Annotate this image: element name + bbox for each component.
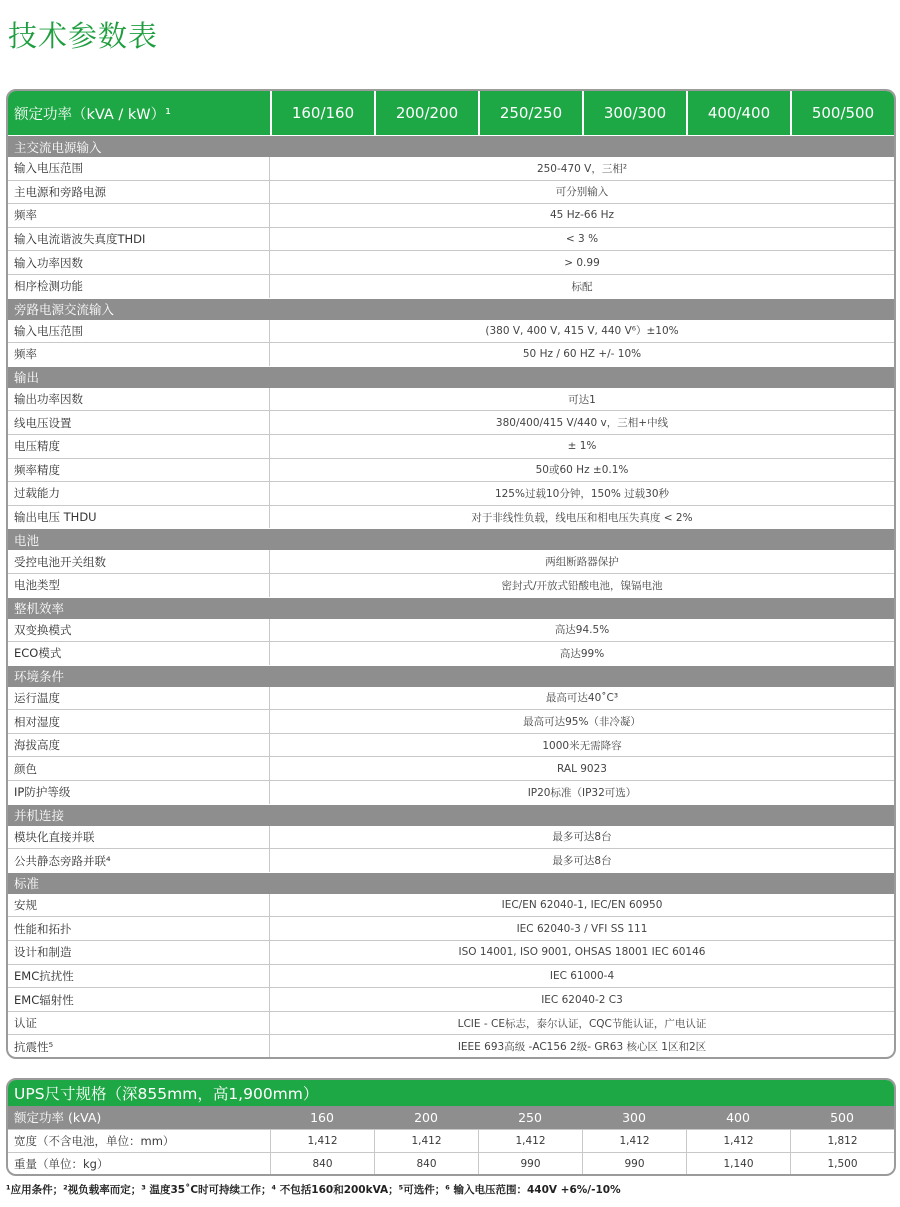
spec-value: LCIE - CE标志，泰尔认证，CQC节能认证，广电认证 [457,1017,707,1030]
section-header: 电池 [8,528,894,550]
spec-value: 标配 [571,280,593,293]
dimensions-body [8,1106,894,1176]
spec-row [8,459,894,483]
spec-row [8,1035,894,1058]
spec-row [8,965,894,989]
dimensions-cell: 160 [310,1109,334,1125]
spec-value: RAL 9023 [557,762,607,775]
dimensions-label: 宽度（不含电池，单位：mm） [14,1133,175,1148]
section-header: 并机连接 [8,804,894,826]
dimensions-cell: 1,412 [270,1130,374,1153]
dimensions-cell: 840 [270,1153,374,1176]
spec-label: EMC辐射性 [8,988,270,1011]
spec-value: 380/400/415 V/440 v，三相+中线 [495,417,669,430]
column-500: 500/500 [790,91,894,135]
spec-label: 颜色 [8,757,270,780]
section-header: 整机效率 [8,597,894,619]
dimensions-label: 重量（单位：kg） [14,1157,109,1172]
spec-value: 125%过载10分钟，150% 过载30秒 [494,487,670,500]
spec-value: ISO 14001, ISO 9001, OHSAS 18001 IEC 60146 [458,946,706,959]
dimensions-table [6,1078,896,1176]
spec-label: 抗震性⁵ [8,1035,270,1058]
spec-row [8,619,894,643]
dimensions-cell: 1,412 [686,1130,790,1153]
spec-label: 主电源和旁路电源 [8,181,270,204]
spec-label: 电池类型 [8,574,270,597]
spec-row [8,228,894,252]
spec-row [8,343,894,366]
spec-label: 安规 [8,894,270,917]
column-300: 300/300 [582,91,686,135]
spec-label: 过载能力 [8,482,270,505]
spec-row [8,917,894,941]
spec-label: EMC抗扰性 [8,965,270,988]
column-250: 250/250 [478,91,582,135]
spec-row [8,506,894,529]
spec-value: 可分别输入 [555,186,609,199]
spec-value: (380 V, 400 V, 415 V, 440 V⁶）±10% [485,325,679,338]
spec-row [8,781,894,804]
column-160: 160/160 [270,91,374,135]
spec-row [8,826,894,850]
spec-body [8,135,894,1058]
spec-value: 高达94.5% [554,624,610,637]
dimensions-cell: 200 [414,1109,438,1125]
spec-value: 高达99% [559,647,605,660]
spec-value: 最高可达40˚C³ [545,692,619,705]
page-title: 技术参数表 [8,19,159,53]
dimensions-cell: 990 [582,1153,686,1176]
column-400: 400/400 [686,91,790,135]
spec-value: IEC 61000-4 [549,969,615,982]
spec-label: 海拔高度 [8,734,270,757]
spec-label: 受控电池开关组数 [8,550,270,573]
spec-label: 相序检测功能 [8,275,270,298]
spec-label: 频率 [8,204,270,227]
dimensions-cell: 500 [830,1109,854,1125]
spec-header-row [8,91,894,135]
spec-value: 最高可达95%（非冷凝） [523,716,641,729]
dimensions-cell: 1,412 [478,1130,582,1153]
spec-label: 公共静态旁路并联⁴ [8,849,270,872]
spec-row [8,849,894,872]
section-header: 标准 [8,872,894,894]
rated-power-label: 额定功率（kVA / kW）¹ [14,106,171,123]
spec-value: 两组断路器保护 [545,556,619,569]
spec-row [8,251,894,275]
spec-value: IEC 62040-3 / VFI SS 111 [516,922,648,935]
dimensions-label: 额定功率 (kVA) [14,1110,102,1126]
spec-label: 输出电压 THDU [8,506,270,529]
column-200: 200/200 [374,91,478,135]
spec-row [8,941,894,965]
spec-row [8,574,894,597]
spec-row [8,181,894,205]
spec-label: 频率精度 [8,459,270,482]
spec-row [8,157,894,181]
dimensions-cell: 1,412 [582,1130,686,1153]
spec-row [8,482,894,506]
spec-value: IP20标准（IP32可选） [527,786,637,799]
spec-row [8,411,894,435]
spec-value: 密封式/开放式铅酸电池，镍镉电池 [501,579,663,592]
spec-row [8,687,894,711]
spec-value: 可达1 [568,393,596,406]
section-header: 输出 [8,366,894,388]
spec-row [8,988,894,1012]
spec-label: 输出功率因数 [8,388,270,411]
dimensions-cell: 400 [726,1109,750,1125]
spec-value: 45 Hz-66 Hz [550,209,614,222]
spec-label: 模块化直接并联 [8,826,270,849]
spec-label: 输入电压范围 [8,157,270,180]
spec-row [8,435,894,459]
dimensions-row [8,1106,894,1130]
section-header: 旁路电源交流输入 [8,298,894,320]
spec-row [8,275,894,298]
spec-value: > 0.99 [564,256,600,269]
spec-row [8,388,894,412]
dimensions-cell: 250 [518,1109,542,1125]
spec-row [8,204,894,228]
spec-label: 输入电压范围 [8,320,270,343]
spec-value: 50 Hz / 60 HZ +/- 10% [522,348,642,361]
dimensions-cell: 1,500 [790,1153,894,1176]
dimensions-row [8,1153,894,1176]
spec-label: 运行温度 [8,687,270,710]
spec-value: < 3 % [565,233,599,246]
spec-label: 相对湿度 [8,710,270,733]
dimensions-cell: 840 [374,1153,478,1176]
dimensions-cell: 990 [478,1153,582,1176]
dimensions-cell: 1,812 [790,1130,894,1153]
spec-row [8,1012,894,1036]
spec-label: IP防护等级 [8,781,270,804]
spec-label: 频率 [8,343,270,366]
section-header: 环境条件 [8,665,894,687]
spec-row [8,734,894,758]
spec-label: 双变换模式 [8,619,270,642]
spec-value: IEC/EN 62040-1, IEC/EN 60950 [501,899,663,912]
spec-value: 对于非线性负载，线电压和相电压失真度 < 2% [471,511,693,524]
section-header: 主交流电源输入 [8,135,894,157]
spec-label: 设计和制造 [8,941,270,964]
spec-row [8,894,894,918]
spec-value: ± 1% [567,440,597,453]
spec-label: 输入功率因数 [8,251,270,274]
spec-value: IEC 62040-2 C3 [541,993,623,1006]
spec-value: 最多可达8台 [552,855,612,868]
spec-value: 50或60 Hz ±0.1% [535,464,629,477]
spec-table [6,89,896,1059]
spec-row [8,642,894,665]
dimensions-cell: 300 [622,1109,646,1125]
spec-row [8,550,894,574]
spec-row [8,757,894,781]
spec-label: 电压精度 [8,435,270,458]
spec-value: IEEE 693高级 -AC156 2级- GR63 核心区 1区和2区 [457,1041,707,1054]
spec-label: 线电压设置 [8,411,270,434]
spec-label: 输入电流谐波失真度THDI [8,228,270,251]
dimensions-title: UPS尺寸规格（深855mm，高1,900mm） [8,1080,894,1106]
dimensions-cell: 1,412 [374,1130,478,1153]
spec-row [8,320,894,344]
dimensions-cell: 1,140 [686,1153,790,1176]
spec-label: ECO模式 [8,642,270,665]
spec-value: 1000米无需降容 [542,739,622,752]
footnote: ¹应用条件；²视负载率而定；³ 温度35˚C时可持续工作；⁴ 不包括160和200kVA；⁵可选件；⁶ 输入电压范围：440V +6%/-10% [6,1184,621,1196]
dimensions-row [8,1130,894,1154]
spec-label: 性能和拓扑 [8,917,270,940]
spec-row [8,710,894,734]
spec-value: 250-470 V，三相² [536,162,628,175]
spec-value: 最多可达8台 [552,831,612,844]
spec-label: 认证 [8,1012,270,1035]
